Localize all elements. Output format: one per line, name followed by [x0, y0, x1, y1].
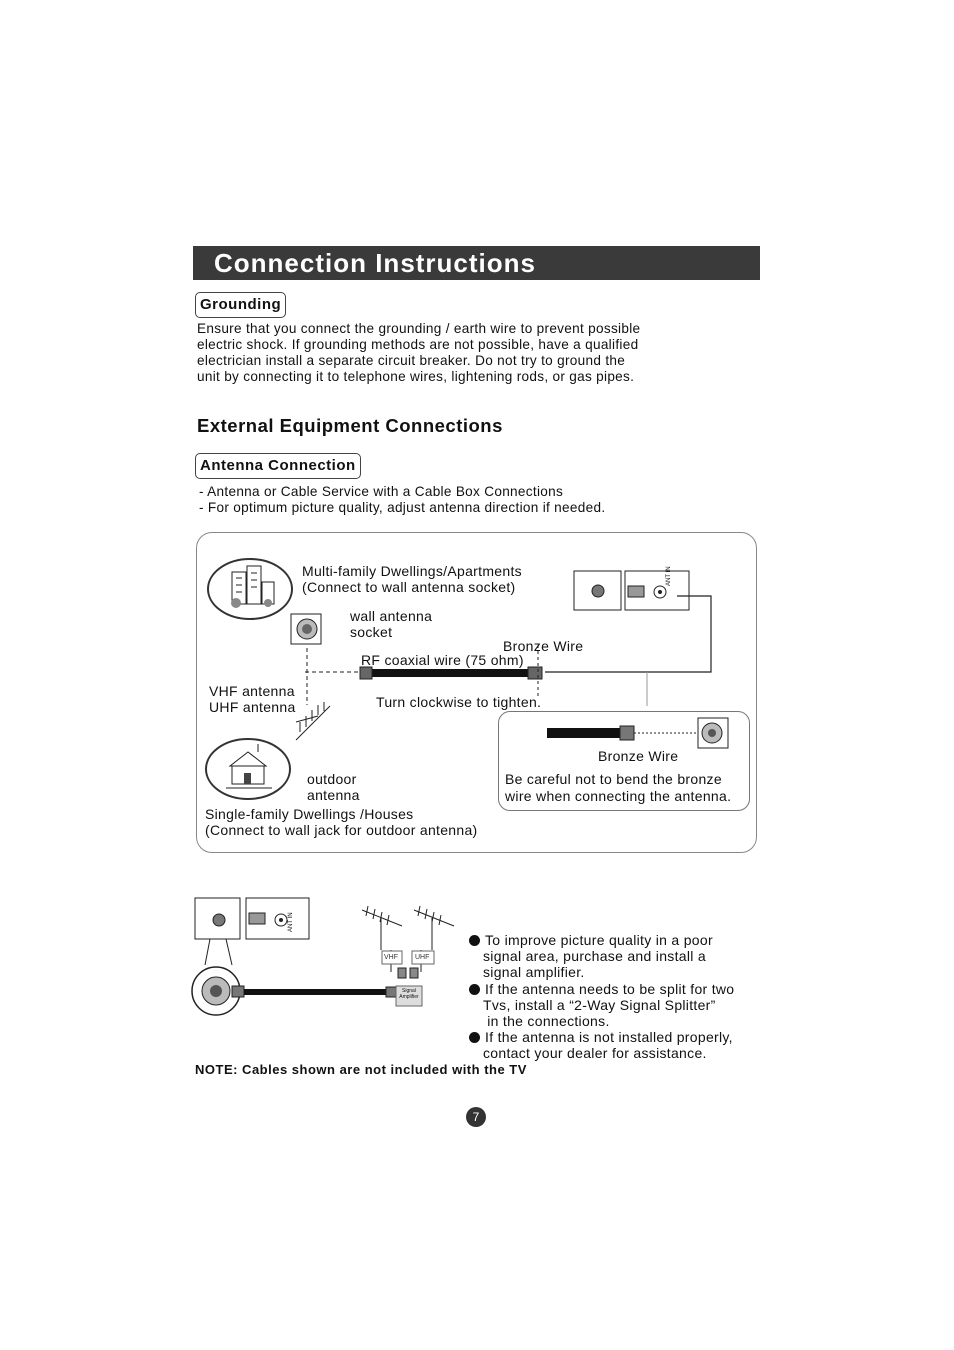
wall-socket-line: wall antenna — [350, 608, 433, 624]
bullet-icon — [469, 935, 480, 946]
rf-coax-cable — [360, 667, 542, 679]
vhf-line: VHF antenna — [209, 683, 295, 699]
grounding-line: unit by connecting it to telephone wires, lightening rods, or gas pipes. — [197, 369, 635, 384]
tip-line: signal amplifier. — [483, 964, 585, 980]
inset-note-line: wire when connecting the antenna. — [505, 788, 732, 804]
bullet-icon — [469, 1032, 480, 1043]
apartment-icon — [208, 559, 292, 619]
bullet-icon — [469, 984, 480, 995]
page-title: Connection Instructions — [214, 248, 536, 278]
amp-line: Signal — [402, 988, 416, 994]
single-family-line: (Connect to wall jack for outdoor antenna) — [205, 822, 478, 838]
outdoor-antenna-icon — [296, 702, 330, 740]
tip-splitter — [469, 981, 734, 1029]
external-heading: External Equipment Connections — [197, 415, 503, 436]
tip-line: If the antenna is not installed properly, — [485, 1029, 733, 1045]
multi-family-line: (Connect to wall antenna socket) — [302, 579, 516, 595]
wall-socket-line: socket — [350, 624, 393, 640]
antenna-bullet: - Antenna or Cable Service with a Cable Box Connections — [199, 484, 564, 499]
tip-line: in the connections. — [483, 1013, 610, 1029]
tip-dealer — [469, 1029, 733, 1061]
uhf-tag: UHF — [415, 954, 430, 961]
single-family-line: Single-family Dwellings /Houses — [205, 806, 414, 822]
rf-coax-label: RF coaxial wire (75 ohm) — [361, 652, 524, 668]
turn-label: Turn clockwise to tighten. — [376, 694, 542, 710]
note-text: NOTE: Cables shown are not included with the TV — [195, 1062, 527, 1077]
multi-family-line: Multi-family Dwellings/Apartments — [302, 563, 522, 579]
outdoor-line: outdoor — [307, 771, 357, 787]
grounding-line: electric shock. If grounding methods are not possible, have a qualified — [197, 337, 639, 352]
bronze-wire-label: Bronze Wire — [503, 638, 584, 654]
inset-note — [505, 771, 731, 805]
tip-amplifier — [469, 932, 713, 980]
house-icon — [206, 739, 290, 799]
lower-connector-closeup — [192, 967, 396, 1015]
tip-line: To improve picture quality in a poor — [485, 932, 713, 948]
page-number: 7 — [466, 1107, 486, 1127]
wall-socket-label — [350, 608, 432, 640]
outdoor-label — [307, 771, 360, 803]
vhf-uhf-label — [209, 683, 296, 715]
tip-line: contact your dealer for assistance. — [483, 1045, 707, 1061]
amp-line: Amplifier — [399, 994, 419, 1000]
grounding-line: electrician install a separate circuit breaker. Do not try to ground the — [197, 353, 626, 368]
lower-antenna-icons — [362, 906, 454, 972]
tip-line: If the antenna needs to be split for two — [485, 981, 735, 997]
antenna-heading: Antenna Connection — [195, 453, 361, 479]
inset-cable — [547, 718, 728, 748]
lower-ant-in-label: ANT IN — [288, 912, 294, 932]
multi-family-label — [302, 563, 522, 595]
outdoor-line: antenna — [307, 787, 360, 803]
single-family-label — [205, 806, 478, 838]
vhf-tag: VHF — [384, 954, 398, 961]
tip-line: Tvs, install a “2-Way Signal Splitter” — [483, 997, 716, 1013]
tip-line: signal area, purchase and install a — [483, 948, 706, 964]
grounding-heading: Grounding — [195, 292, 286, 318]
grounding-line: Ensure that you connect the grounding / earth wire to prevent possible — [197, 321, 641, 336]
inset-note-line: Be careful not to bend the bronze — [505, 771, 722, 787]
antenna-bullet: - For optimum picture quality, adjust antenna direction if needed. — [199, 500, 606, 515]
inset-bronze-label: Bronze Wire — [598, 748, 679, 764]
ant-in-label: ANT IN — [666, 566, 672, 586]
wall-socket-icon — [291, 614, 321, 644]
uhf-line: UHF antenna — [209, 699, 296, 715]
signal-amplifier-tag — [398, 988, 420, 1000]
